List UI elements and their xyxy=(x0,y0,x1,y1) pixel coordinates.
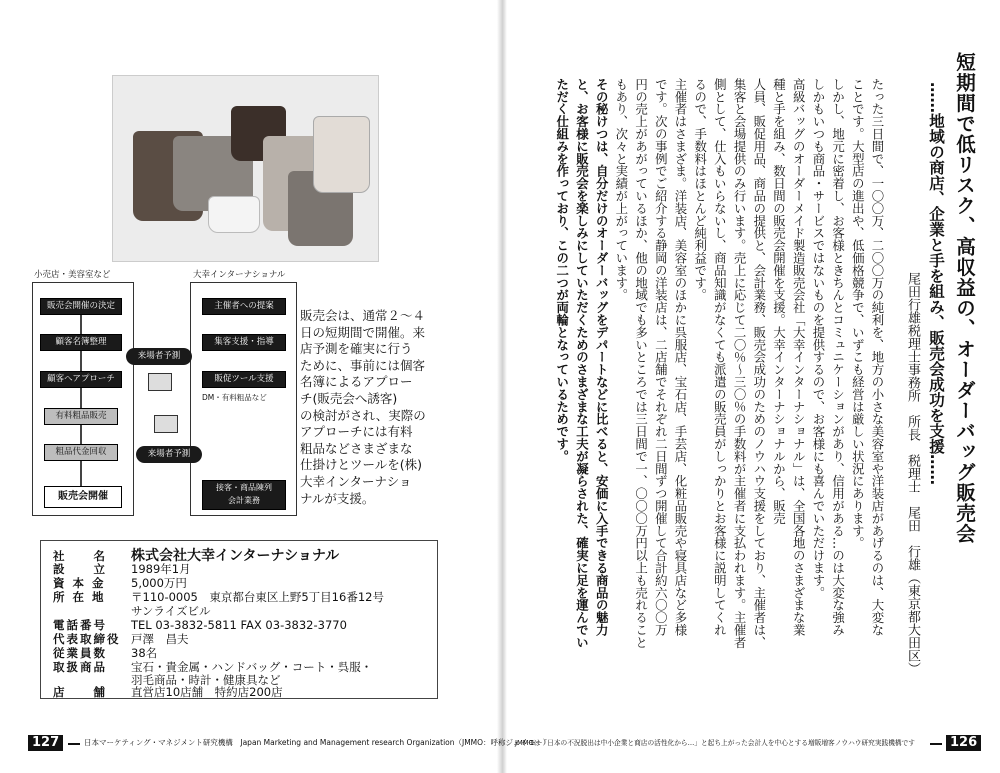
flow-step: 顧客へアプローチ xyxy=(40,371,122,388)
flow-step: 有料粗品販売 xyxy=(44,408,118,425)
body-line: 集客と会場提供のみ行います。売上に応じて二〇％～三〇％の手数料が主催者に支払われます。主催者 xyxy=(732,78,748,649)
company-key: 従業員数 xyxy=(53,646,107,660)
computer-icon xyxy=(148,373,172,391)
body-line: 人員、販促用品、商品の提供と、会計業務、販売会成功のためのノウハウ支援をしており、主催者は、 xyxy=(751,78,767,649)
body-line: 種と手を組み、数日間の販売会開催を支援。大幸インターナショナルから、販売 xyxy=(771,78,787,525)
company-value: 〒110-0005 東京都台東区上野5丁目16番12号 xyxy=(131,590,384,604)
computer-icon xyxy=(154,415,178,433)
caption-line: 名簿によるアプロー xyxy=(300,374,413,390)
article-body xyxy=(552,78,887,718)
handbag-photo xyxy=(112,75,379,262)
body-line: 高級バッグのオーダーメイド製造販売会社「大幸インターナショナル」は、全国各地のさまざまな業 xyxy=(791,78,807,636)
company-value: 1989年1月 xyxy=(131,562,191,576)
flow-step: 粗品代金回収 xyxy=(44,444,118,461)
flow-note: DM・有料粗品など xyxy=(202,393,267,402)
company-key: 店 舗 xyxy=(53,685,107,699)
flow-step: 販売会開催の決定 xyxy=(40,298,122,315)
footer-rule xyxy=(68,743,80,745)
company-key: 所 在 地 xyxy=(53,590,106,604)
footer-text: 日本マーケティング・マネジメント研究機構 Japan Marketing and Management research Organization（JMMO：呼称ジェイモー） xyxy=(84,738,551,747)
flowchart xyxy=(30,268,300,518)
company-row xyxy=(53,684,283,700)
body-line: たった三日間で、一〇〇万、二〇〇万の純利を、地方の小さな美容室や洋装店があげるのは、大変な xyxy=(870,78,885,636)
company-value: 直営店10店舗 特約店200店 xyxy=(131,685,283,699)
caption-line: 大幸インターナショ xyxy=(300,473,412,489)
company-value: 38名 xyxy=(131,646,158,660)
body-line: その秘けつは、自分だけのオーダーバッグをデパートなどに比べると、安価に入手できる商品の魅力 xyxy=(594,78,610,636)
company-profile-table xyxy=(40,540,438,699)
left-footer xyxy=(28,735,551,751)
flow-support: 主催者への提案 xyxy=(202,298,286,315)
flow-support: 販促ツール支援 xyxy=(202,371,286,388)
company-value: サンライズビル xyxy=(131,604,211,618)
company-value: 5,000万円 xyxy=(131,576,187,590)
caption-line: ために、事前には個客 xyxy=(300,357,426,373)
page-number: 126 xyxy=(946,735,981,751)
flow-left-column xyxy=(32,282,134,516)
company-key: 取扱商品 xyxy=(53,660,107,674)
company-value: 戸澤 昌夫 xyxy=(131,632,189,646)
caption-line: ナルが支援。 xyxy=(300,490,375,506)
flow-left-header: 小売店・美容室など xyxy=(34,270,111,280)
body-line: しかもいつも商品・サービスではないものを提供するので、お客様にも喜んでいただけます。 xyxy=(810,78,826,599)
company-value: 宝石・貴金属・ハンドバッグ・コート・呉服・ xyxy=(131,660,373,674)
body-line: です。次の事例でご紹介する静岡の洋装店は、二店舗でそれぞれ二日間ずつ開催して合計約六〇〇万 xyxy=(653,78,669,636)
article-title: 短期間で低リスク、高収益の、オーダーバッグ販売会 xyxy=(953,52,976,544)
company-key: 代表取締役 xyxy=(53,632,121,646)
company-key: 社 名 xyxy=(53,549,107,563)
body-line: しかし、地元に密着し、お客様ときちんとコミュニケーションがあり、信用がある…のは大変な強み xyxy=(830,78,846,636)
caption-line: 仕掛けとツールを(株) xyxy=(300,457,423,473)
caption-line: の検討がされ、実際の xyxy=(300,407,426,423)
bag-shape xyxy=(208,196,260,233)
article-subtitle: ……地域の商店、企業と手を組み、販売会成功を支援…… xyxy=(927,82,945,485)
company-value: 株式会社大幸インターナショナル xyxy=(131,548,340,564)
body-line: 円の売上があがっているほか、他の地域でも多いところでは三日間で一、〇〇〇万円以上も売れること xyxy=(633,78,649,649)
caption-line: アプローチには有料 xyxy=(300,424,413,440)
flow-right-header: 大幸インターナショナル xyxy=(193,270,286,280)
body-line: ただく仕組みを作っており、この二つが両輪となっているためです。 xyxy=(554,78,570,463)
photo-caption xyxy=(300,308,450,507)
body-line: ことです。大型店の進出や、低価格競争で、いずこも経営は厳しい状況にあります。 xyxy=(850,78,866,550)
company-value: TEL 03-3832-5811 FAX 03-3832-3770 xyxy=(131,618,347,632)
company-value: 羽毛商品・時計・健康具など xyxy=(131,673,281,687)
body-line: るので、手数料はほとんど純利益です。 xyxy=(692,78,708,302)
page-number: 127 xyxy=(28,735,63,751)
book-gutter xyxy=(497,0,507,773)
right-footer xyxy=(515,735,985,751)
caption-line: 販売会は、通常２～４ xyxy=(300,308,426,323)
company-key: 資 本 金 xyxy=(53,576,106,590)
caption-line: 粗品などさまざまな xyxy=(300,440,413,456)
caption-line: 日の短期間で開催。来 xyxy=(300,324,426,340)
caption-line: チ(販売会へ誘客) xyxy=(300,390,398,406)
article-author: 尾田行雄税理士事務所 所長 税理士 尾田 行雄（東京都大田区） xyxy=(905,272,920,675)
body-line: 主催者はさまざま。洋装店、美容室のほかに呉服店、宝石店、手芸店、化粧品販売や寝具店など多様 xyxy=(672,78,688,636)
body-line: もあり、次々と実績が上がっています。 xyxy=(613,78,629,302)
footer-text: JMMOは「日本の不況脱出は中小企業と商店の活性化から…」と起ち上がった会計人を中心とする増販増客ノウハウ研究実践機構です xyxy=(515,739,915,747)
body-line: 側として、仕入もいらないし、商品知識がなくても派遣の販売員がしっかりとお客様に説明してくれ xyxy=(712,78,728,636)
flow-step: 顧客名簿整理 xyxy=(40,334,122,351)
body-line: と、お客様に販売会を楽しみにしていただくためのさまざまな工夫が凝らされた、確実に足を運んでい xyxy=(574,78,590,649)
company-key: 設 立 xyxy=(53,562,107,576)
flow-forecast-oval: 来場者予測 xyxy=(136,446,202,463)
flow-support: 集客支援・指導 xyxy=(202,334,286,351)
flow-step: 販売会開催 xyxy=(44,486,122,508)
flow-forecast-oval: 来場者予測 xyxy=(126,348,192,365)
caption-line: 店予測を確実に行う xyxy=(300,341,413,357)
bag-shape xyxy=(313,116,370,193)
company-key: 電話番号 xyxy=(53,618,107,632)
footer-rule xyxy=(930,743,942,745)
flow-support: 接客・商品陳列 会計業務 xyxy=(202,480,286,510)
